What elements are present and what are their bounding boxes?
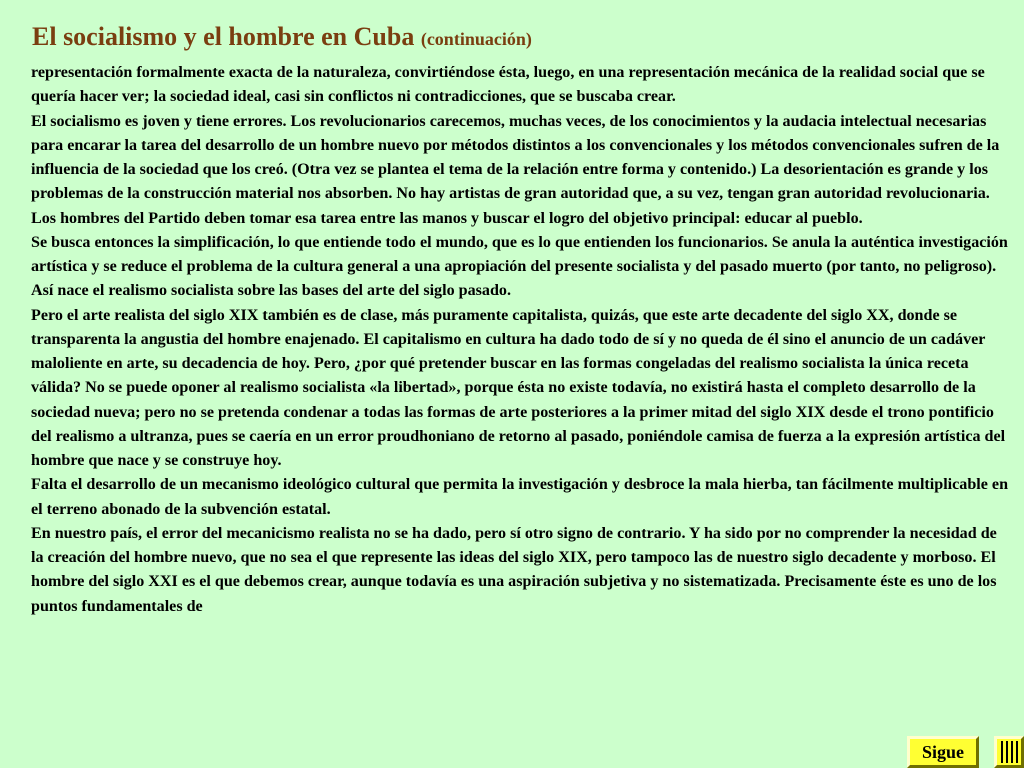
slide-title <box>32 20 532 56</box>
next-slide-button[interactable] <box>907 736 979 768</box>
title-main: El socialismo y el hombre en Cuba <box>32 22 415 51</box>
title-subtitle: (continuación) <box>420 29 532 49</box>
body-paragraph: Se busca entonces la simplificación, lo que entiende todo el mundo, que es lo que entienden los funcionarios. Se anula la auténtica investigación artística y se reduce el problema de la cultura general a una apropiación del presente socialista y del pasado muerto (por tanto, no peligroso). Así nace el realismo socialista sobre las bases del arte del siglo pasado. <box>31 233 1008 300</box>
last-slide-button[interactable] <box>994 736 1024 768</box>
end-bar-icon <box>997 739 1021 765</box>
body-paragraph: Pero el arte realista del siglo XIX también es de clase, más puramente capitalista, quizás, que este arte decadente del siglo XX, donde se transparenta la angustia del hombre enajenado. El capitalismo en cultura ha dado todo de sí y no queda de él sino el anuncio de un cadáver maloliente en arte, su decadencia de hoy. Pero, ¿por qué pretender buscar en las formas congeladas del realismo socialista la única receta válida? No se puede oponer al realismo socialista «la libertad», porque ésta no existe todavía, no existirá hasta el completo desarrollo de la sociedad nueva; pero no se pretenda condenar a todas las formas de arte posteriores a la primer mitad del siglo XIX desde el trono pontificio del realismo a ultranza, pues se caería en un error proudhoniano de retorno al pasado, poniéndole camisa de fuerza a la expresión artística del hombre que nace y se construye hoy. <box>31 306 1006 469</box>
body-paragraph: representación formalmente exacta de la naturaleza, convirtiéndose ésta, luego, en una representación mecánica de la realidad social que se quería hacer ver; la sociedad ideal, casi sin conflictos ni contradicciones, que se buscaba crear. <box>31 64 985 106</box>
body-paragraph: En nuestro país, el error del mecanicismo realista no se ha dado, pero sí otro signo de contrario. Y ha sido por no comprender la necesidad de la creación del hombre nuevo, que no sea el que represente las ideas del siglo XIX, pero tampoco las de nuestro siglo decadente y morboso. El hombre del siglo XXI es el que debemos crear, aunque todavía es una aspiración subjetiva y no sistematizada. Precisamente éste es uno de los puntos fundamentales de <box>31 524 997 615</box>
next-slide-label: Sigue <box>921 741 964 762</box>
slide-body <box>31 61 1013 733</box>
body-paragraph: El socialismo es joven y tiene errores. Los revolucionarios carecemos, muchas veces, de los conocimientos y la audacia intelectual necesarias para encarar la tarea del desarrollo de un hombre nuevo por métodos distintos a los convencionales y los métodos convencionales sufren de la influencia de la sociedad que los creó. (Otra vez se plantea el tema de la relación entre forma y contenido.) La desorientación es grande y los problemas de la construcción material nos absorben. No hay artistas de gran autoridad que, a su vez, tengan gran autoridad revolucionaria. Los hombres del Partido deben tomar esa tarea entre las manos y buscar el logro del objetivo principal: educar al pueblo. <box>31 112 1000 227</box>
body-paragraph: Falta el desarrollo de un mecanismo ideológico cultural que permita la investigación y desbroce la mala hierba, tan fácilmente multiplicable en el terreno abonado de la subvención estatal. <box>31 476 1009 518</box>
